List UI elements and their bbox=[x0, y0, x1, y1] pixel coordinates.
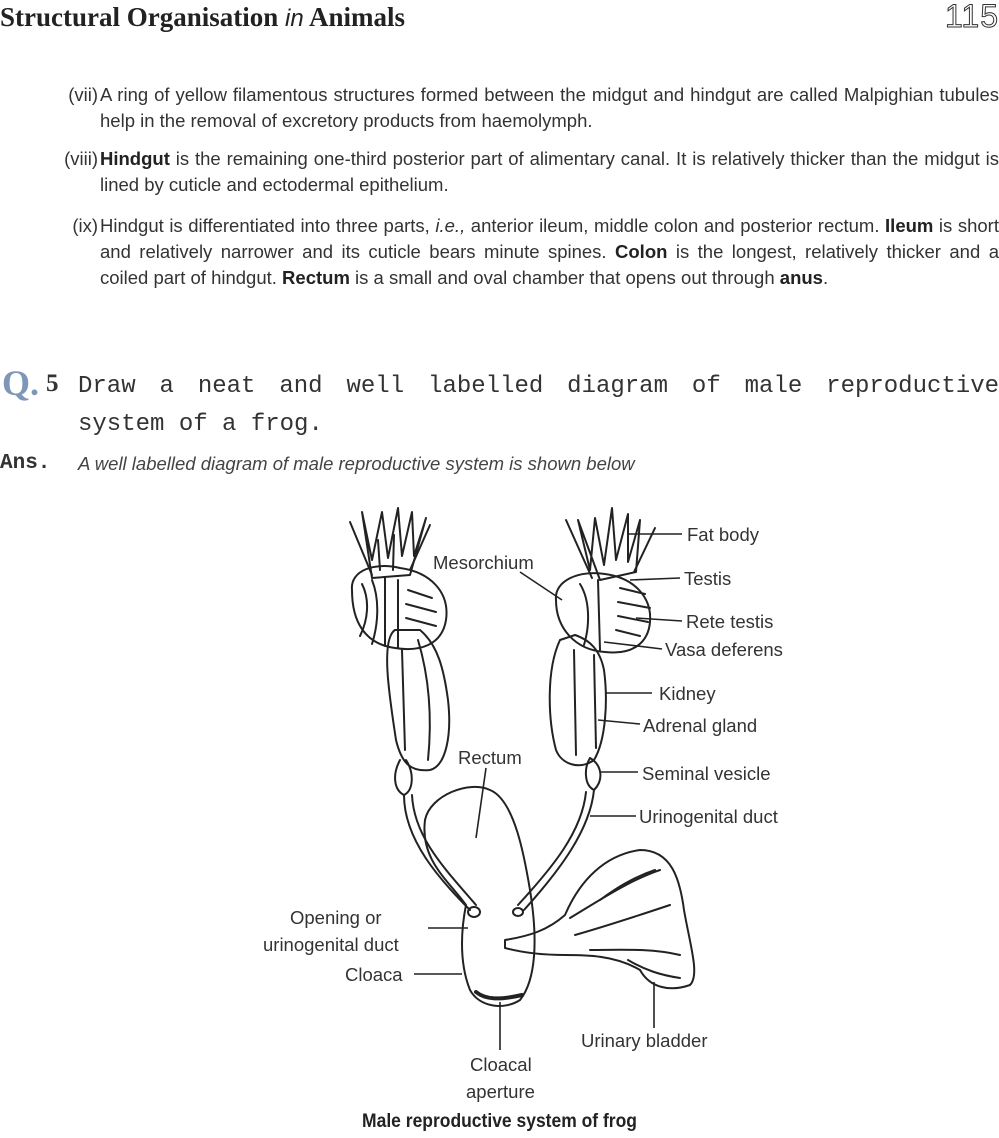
opening-right bbox=[513, 908, 523, 916]
item-number: (ix) bbox=[72, 215, 98, 236]
figure-caption: Male reproductive system of frog bbox=[362, 1111, 637, 1132]
text-run: Hindgut is differentiated into three parts, bbox=[100, 215, 436, 236]
label-adrenal-gland: Adrenal gland bbox=[643, 715, 758, 736]
label-kidney: Kidney bbox=[659, 683, 716, 704]
label-fat-body: Fat body bbox=[687, 524, 759, 545]
right-seminal-vesicle bbox=[586, 758, 600, 790]
right-testis bbox=[556, 573, 650, 652]
label-cloacal-line1: Cloacal bbox=[470, 1054, 532, 1075]
text-run: is a small and oval chamber that opens out through bbox=[349, 267, 780, 288]
label-cloaca: Cloaca bbox=[345, 964, 403, 985]
label-urinogenital-duct: Urinogenital duct bbox=[639, 806, 778, 827]
label-vasa-deferens: Vasa deferens bbox=[665, 639, 783, 660]
title-part: Animals bbox=[303, 2, 405, 32]
cloacal-aperture bbox=[476, 992, 522, 998]
item-number: (viii) bbox=[64, 148, 98, 169]
opening-left bbox=[468, 907, 480, 917]
title-italic: in bbox=[285, 5, 304, 32]
label-opening-line1: Opening or bbox=[290, 907, 382, 928]
text-run: is the remaining one-third posterior part of alimentary canal. It is relatively thicker than the midgut is lined by cuticle and ectodermal epithelium. bbox=[100, 148, 999, 195]
left-testis bbox=[352, 566, 447, 649]
text-italic: i.e., bbox=[435, 215, 466, 236]
term-ileum: Ileum bbox=[885, 215, 934, 236]
right-duct-inner bbox=[518, 792, 586, 905]
right-kidney bbox=[550, 635, 606, 765]
answer-text: A well labelled diagram of male reproductive system is shown below bbox=[78, 453, 635, 474]
left-kidney bbox=[387, 630, 449, 770]
term-hindgut: Hindgut bbox=[100, 148, 170, 169]
term-colon: Colon bbox=[615, 241, 668, 262]
term-rectum: Rectum bbox=[282, 267, 350, 288]
question-number: 5 bbox=[46, 370, 59, 397]
answer-label: Ans. bbox=[0, 452, 51, 475]
right-fat-body bbox=[566, 508, 655, 580]
term-anus: anus bbox=[779, 267, 823, 288]
label-urinary-bladder: Urinary bladder bbox=[581, 1030, 708, 1051]
question-mark: Q. bbox=[2, 363, 40, 403]
label-mesorchium: Mesorchium bbox=[433, 552, 534, 573]
label-rete-testis: Rete testis bbox=[686, 611, 774, 632]
left-fat-body bbox=[350, 508, 430, 578]
label-rectum: Rectum bbox=[458, 747, 522, 768]
text-run: is short and relatively narrower and its cuticle bears minute spines. bbox=[100, 215, 999, 262]
left-seminal-vesicle bbox=[395, 760, 412, 795]
label-testis: Testis bbox=[684, 568, 732, 589]
text-run: . bbox=[822, 267, 829, 288]
text-run: anterior ileum, middle colon and posterior rectum. bbox=[465, 215, 886, 236]
title-part: Structural Organisation bbox=[0, 2, 286, 32]
text-run: is the longest, relatively thicker and a coiled part of hindgut. bbox=[100, 241, 999, 288]
rectum-cloaca bbox=[424, 787, 534, 1006]
page-number: 115 bbox=[944, 0, 999, 34]
label-cloacal-line2: aperture bbox=[466, 1081, 535, 1102]
label-seminal-vesicle: Seminal vesicle bbox=[642, 763, 771, 784]
item-text: A ring of yellow filamentous structures formed between the midgut and hindgut are called Malpighian tubules help in the removal of excretory products from haemolymph. bbox=[100, 84, 999, 131]
question-text: Draw a neat and well labelled diagram of male reproductive system of a frog. bbox=[78, 373, 999, 438]
label-opening-line2: urinogenital duct bbox=[263, 934, 399, 955]
item-number: (vii) bbox=[68, 84, 98, 105]
